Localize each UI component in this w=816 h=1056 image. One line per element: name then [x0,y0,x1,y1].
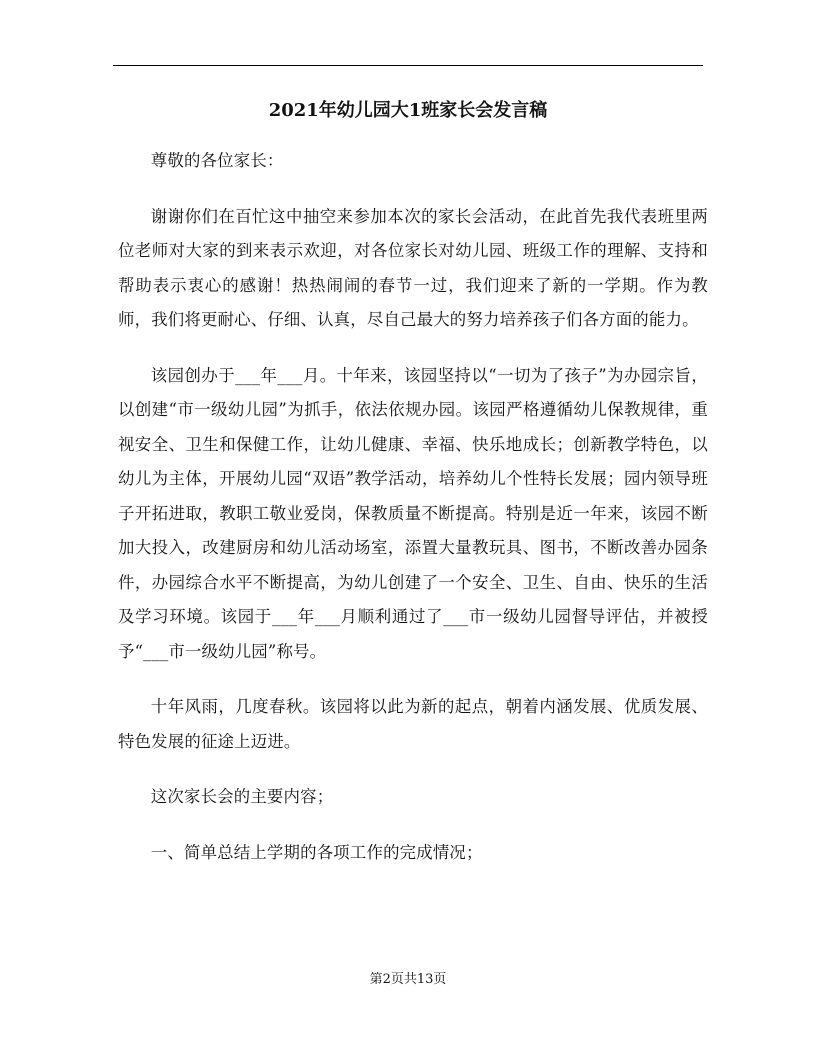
body-paragraph: 十年风雨，几度春秋。该园将以此为新的起点，朝着内涵发展、优质发展、特色发展的征途上迈进。 [118,697,708,751]
body-paragraph: 该园创办于___年___月。十年来，该园坚持以“一切为了孩子”为办园宗旨，以创建“市一级幼儿园”为抓手，依法依规办园。该园严格遵循幼儿保教规律，重视安全、卫生和保健工作，让幼儿健康、幸福、快乐地成长；创新教学特色，以幼儿为主体，开展幼儿园“双语”教学活动，培养幼儿个性特长发展；园内领导班子开拓进取，教职工敬业爱岗，保教质量不断提高。特别是近一年来，该园不断加大投入，改建厨房和幼儿活动场室，添置大量教玩具、图书，不断改善办园条件，办园综合水平不断提高，为幼儿创建了一个安全、卫生、自由、快乐的生活及学习环境。该园于___年___月顺利通过了___市一级幼儿园督导评估，并被授予“___市一级幼儿园”称号。 [118,365,708,661]
document-body [118,144,708,891]
body-paragraph: 一、简单总结上学期的各项工作的完成情况； [150,842,483,862]
body-paragraph: 谢谢你们在百忙这中抽空来参加本次的家长会活动，在此首先我代表班里两位老师对大家的到来表示欢迎，对各位家长对幼儿园、班级工作的理解、支持和帮助表示衷心的感谢！热热闹闹的春节一过，我们迎来了新的一学期。作为教师，我们将更耐心、仔细、认真，尽自己最大的努力培养孩子们各方面的能力。 [118,206,708,329]
salutation-paragraph: 尊敬的各位家长： [150,151,284,170]
document-title: 2021年幼儿园大1班家长会发言稿 [268,100,548,121]
header-rule [113,65,703,66]
page-number: 第2页共13页 [369,972,447,987]
body-paragraph: 这次家长会的主要内容； [150,787,334,806]
